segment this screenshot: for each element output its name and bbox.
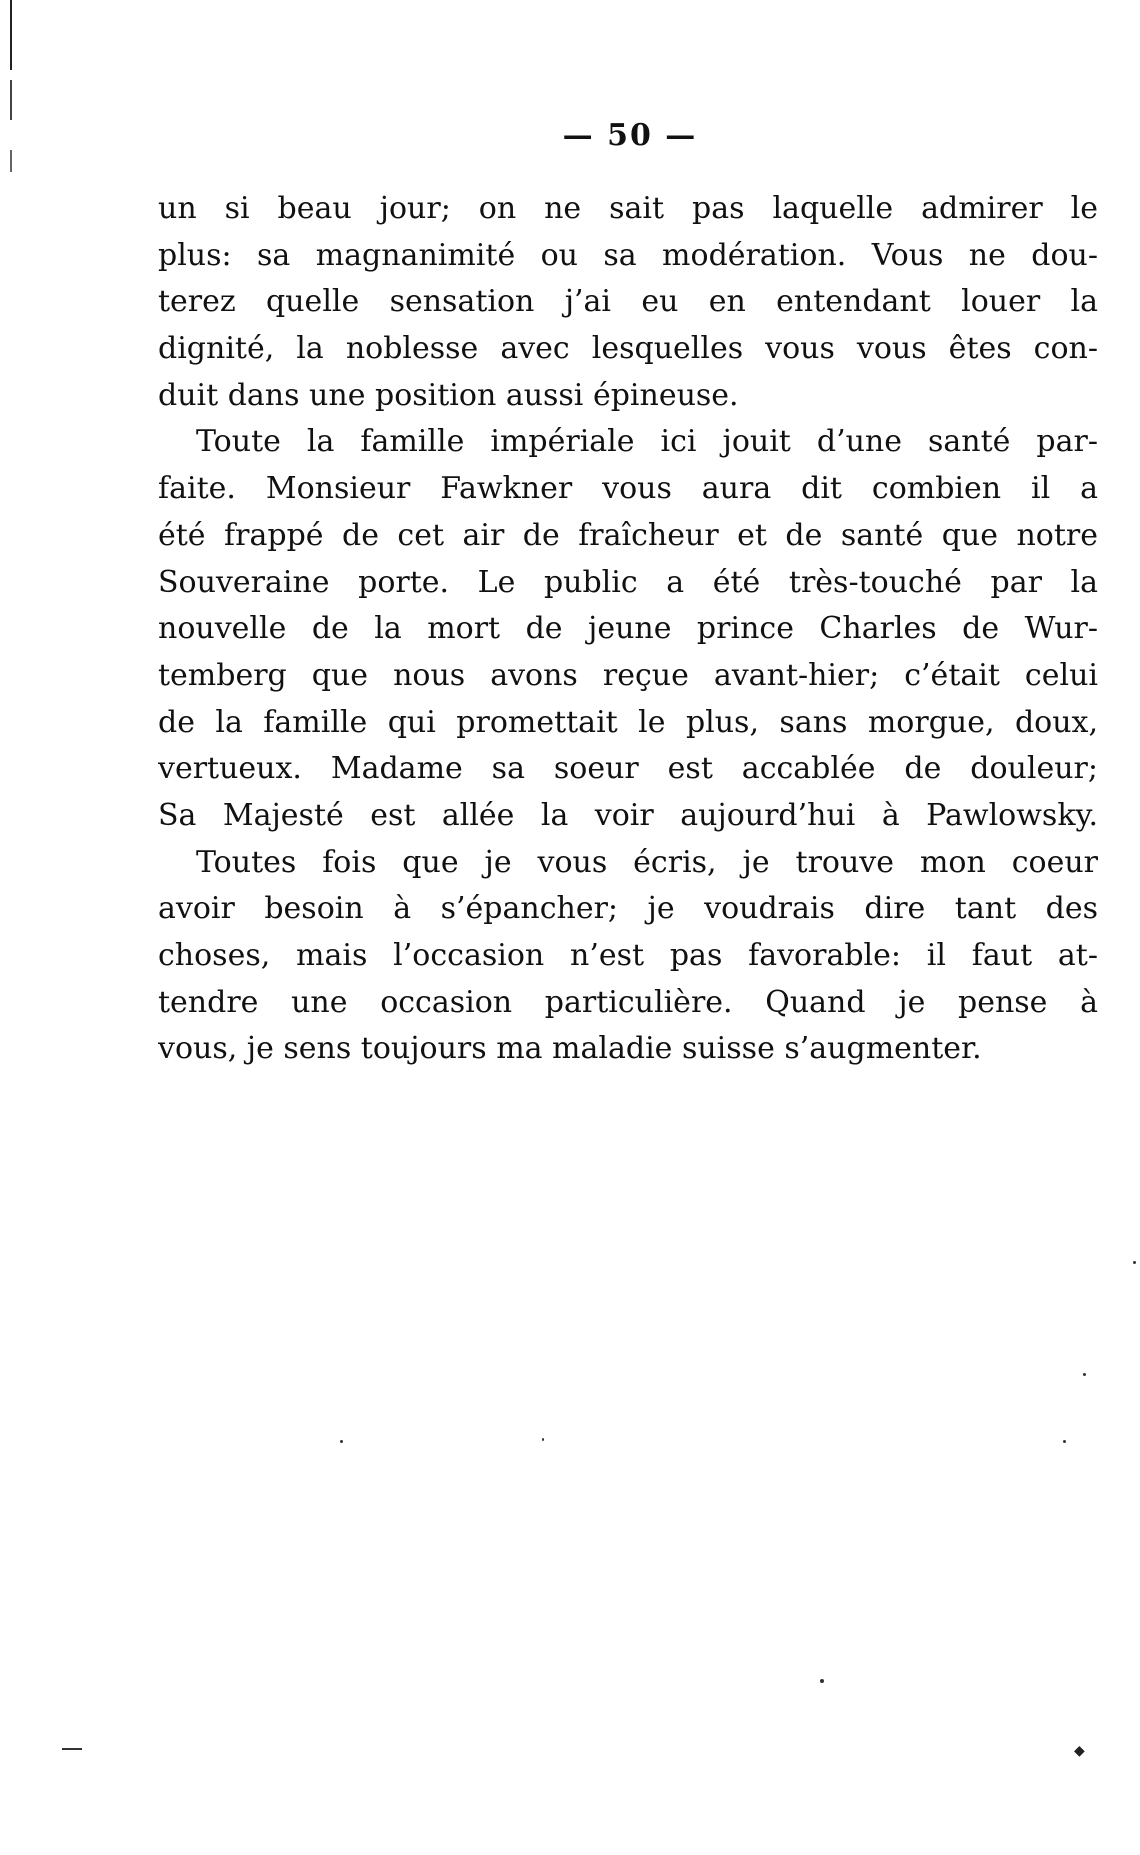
text-line: été frappé de cet air de fraîcheur et de santé que notre (158, 517, 1098, 553)
divider (62, 1748, 82, 1750)
body-text (158, 186, 1098, 1073)
scan-speck-icon (1083, 1373, 1086, 1376)
text-line: terez quelle sensation j’ai eu en entendant louer la (158, 284, 1098, 320)
margin-rule-icon (10, 0, 12, 70)
text-line: de la famille qui promettait le plus, sans morgue, doux, (158, 704, 1098, 740)
scan-speck-icon (1133, 1261, 1136, 1264)
text-line: un si beau jour; on ne sait pas laquelle admirer le (158, 191, 1098, 226)
text-line: vertueux. Madame sa soeur est accablée de douleur; (158, 751, 1098, 787)
text-line: choses, mais l’occasion n’est pas favorable: il faut at- (158, 938, 1098, 973)
scan-speck-icon (820, 1679, 824, 1683)
scan-speck-icon (542, 1438, 544, 1441)
text-line: Toutes fois que je vous écris, je trouve mon coeur (196, 844, 1098, 880)
text-line: tendre une occasion particulière. Quand je pense à (158, 984, 1098, 1020)
text-line: vous, je sens toujours ma maladie suisse s’augmenter. (158, 1031, 982, 1067)
text-line: Sa Majesté est allée la voir aujourd’hui à Pawlowsky. (158, 797, 1098, 833)
text-line: nouvelle de la mort de jeune prince Charles de Wur- (158, 611, 1098, 647)
page-number: — 50 — (562, 118, 698, 153)
text-line: Souveraine porte. Le public a été très-touché par la (158, 564, 1098, 600)
text-line: temberg que nous avons reçue avant-hier; c’était celui (158, 657, 1098, 693)
margin-rule-icon (10, 150, 12, 172)
margin-rule-icon (10, 80, 12, 120)
text-line: dignité, la noblesse avec lesquelles vous vous êtes con- (158, 331, 1098, 367)
scan-speck-icon (1063, 1440, 1066, 1443)
diamond-mark-icon: ◆ (1074, 1743, 1085, 1759)
text-line: faite. Monsieur Fawkner vous aura dit combien il a (158, 471, 1098, 507)
text-line: avoir besoin à s’épancher; je voudrais dire tant des (158, 891, 1098, 927)
text-line: Toute la famille impériale ici jouit d’une santé par- (196, 424, 1098, 460)
scan-speck-icon (340, 1440, 343, 1443)
text-line: duit dans une position aussi épineuse. (158, 377, 739, 413)
text-line: plus: sa magnanimité ou sa modération. Vous ne dou- (158, 237, 1098, 273)
